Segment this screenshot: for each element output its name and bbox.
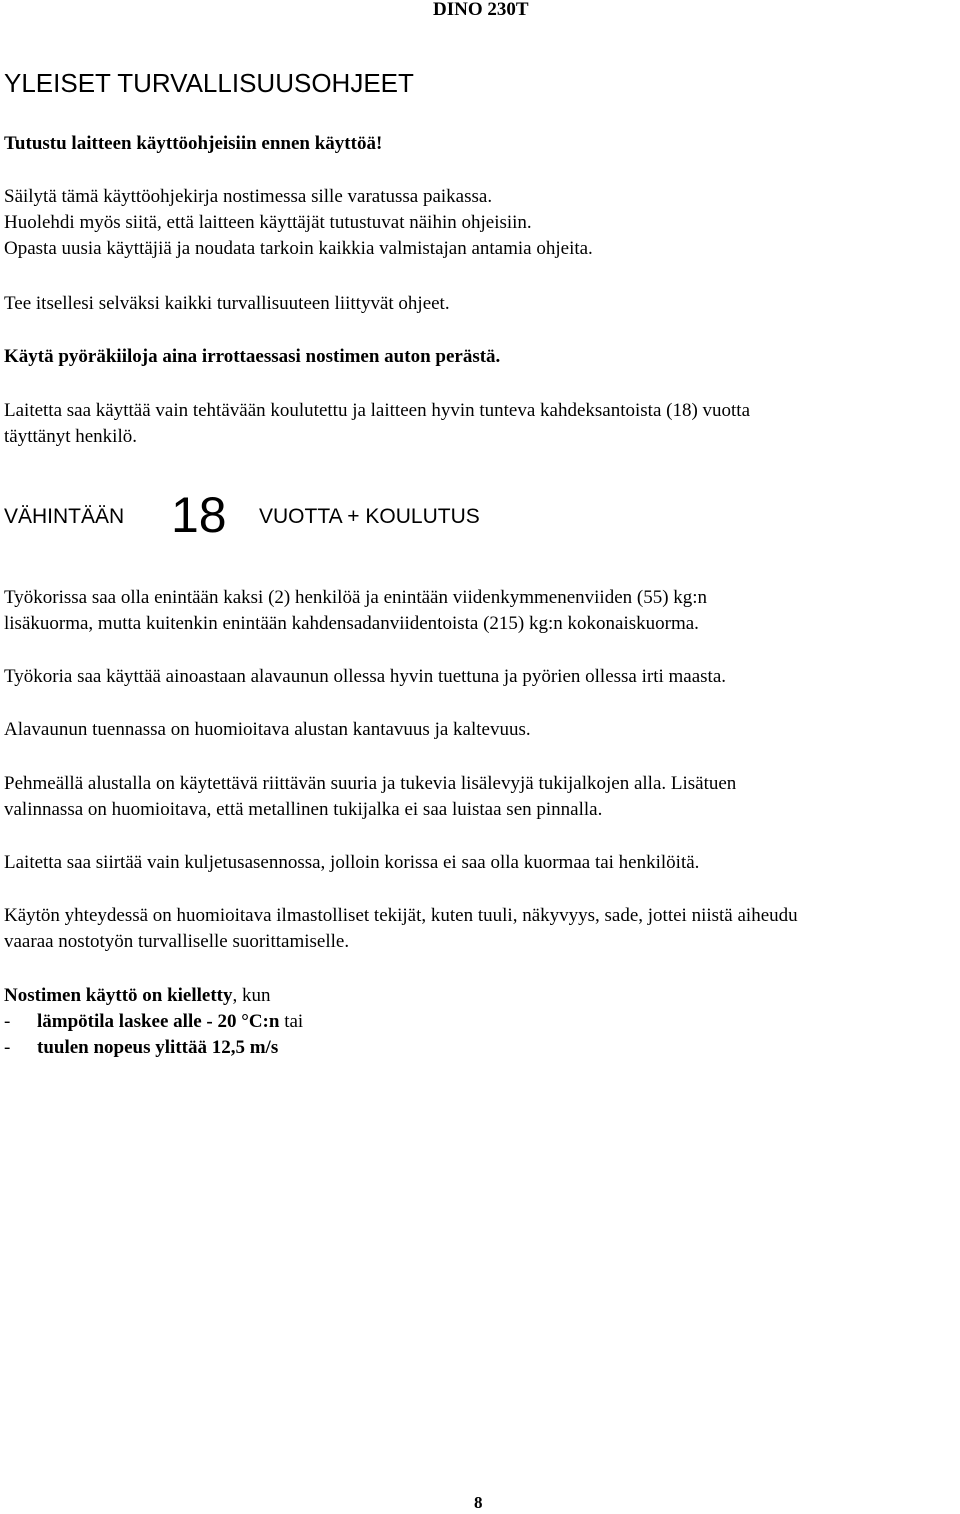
list-dash: - (4, 1037, 11, 1058)
prohibition-heading-bold: Nostimen käyttö on kielletty (4, 985, 233, 1006)
load-line: lisäkuorma, mutta kuitenkin enintään kahdensadanviidentoista (215) kg:n kokonaiskuorma. (4, 613, 699, 634)
weather-paragraph (4, 903, 798, 955)
age-banner-right: VUOTTA + KOULUTUS (259, 505, 480, 528)
list-dash: - (4, 1011, 11, 1032)
document-header-model: DINO 230T (433, 0, 529, 20)
operator-line: Laitetta saa käyttää vain tehtävään koulutettu ja laitteen hyvin tunteva kahdeksantoista (18) vuotta (4, 400, 751, 421)
operator-paragraph (4, 398, 750, 450)
prohibition-item (4, 1035, 303, 1061)
transport-note: Laitetta saa siirtää vain kuljetusasennossa, jolloin korissa ei saa olla kuormaa tai henkilöitä. (4, 852, 700, 873)
soft-ground-paragraph (4, 771, 736, 823)
outrigger-use: Työkoria saa käyttää ainoastaan alavaunun ollessa hyvin tuettuna ja pyörien ollessa irti maasta. (4, 666, 727, 687)
self-instructions: Tee itsellesi selväksi kaikki turvallisuuteen liittyvät ohjeet. (4, 293, 450, 314)
page-title: YLEISET TURVALLISUUSOHJEET (4, 68, 414, 98)
chock-warning: Käytä pyöräkiiloja aina irrottaessasi nostimen auton perästä. (4, 346, 501, 367)
prohibition-heading-rest: , kun (232, 985, 271, 1006)
prohibition-section (4, 983, 303, 1061)
age-banner-left: VÄHINTÄÄN (4, 505, 125, 528)
support-note: Alavaunun tuennassa on huomioitava alustan kantavuus ja kaltevuus. (4, 719, 531, 740)
load-line: Työkorissa saa olla enintään kaksi (2) henkilöä ja enintään viidenkymmenenviiden (55) kg:n (4, 587, 708, 608)
weather-line: Käytön yhteydessä on huomioitava ilmastolliset tekijät, kuten tuuli, näkyvyys, sade, jottei niistä aiheudu (4, 905, 798, 926)
storage-line: Huolehdi myös siitä, että laitteen käyttäjät tutustuvat näihin ohjeisiin. (4, 212, 532, 233)
load-paragraph (4, 585, 707, 637)
prohibition-item-bold: lämpötila laskee alle - 20 °C:n (37, 1011, 280, 1032)
page-number: 8 (474, 1493, 483, 1512)
storage-line: Opasta uusia käyttäjiä ja noudata tarkoin kaikkia valmistajan antamia ohjeita. (4, 238, 593, 259)
prohibition-item (4, 1009, 303, 1035)
age-banner-number: 18 (171, 487, 227, 543)
prohibition-item-rest: tai (279, 1011, 304, 1032)
operator-line: täyttänyt henkilö. (4, 426, 137, 447)
soft-ground-line: valinnassa on huomioitava, että metallinen tukijalka ei saa luistaa sen pinnalla. (4, 799, 603, 820)
prohibition-item-bold: tuulen nopeus ylittää 12,5 m/s (37, 1037, 279, 1058)
prohibition-heading (4, 983, 303, 1009)
soft-ground-line: Pehmeällä alustalla on käytettävä riittävän suuria ja tukevia lisälevyjä tukijalkojen alla. Lisätuen (4, 773, 737, 794)
intro-notice: Tutustu laitteen käyttöohjeisiin ennen käyttöä! (4, 133, 383, 154)
storage-line: Säilytä tämä käyttöohjekirja nostimessa sille varatussa paikassa. (4, 186, 493, 207)
weather-line: vaaraa nostotyön turvalliselle suorittamiselle. (4, 931, 350, 952)
storage-paragraph (4, 184, 593, 262)
